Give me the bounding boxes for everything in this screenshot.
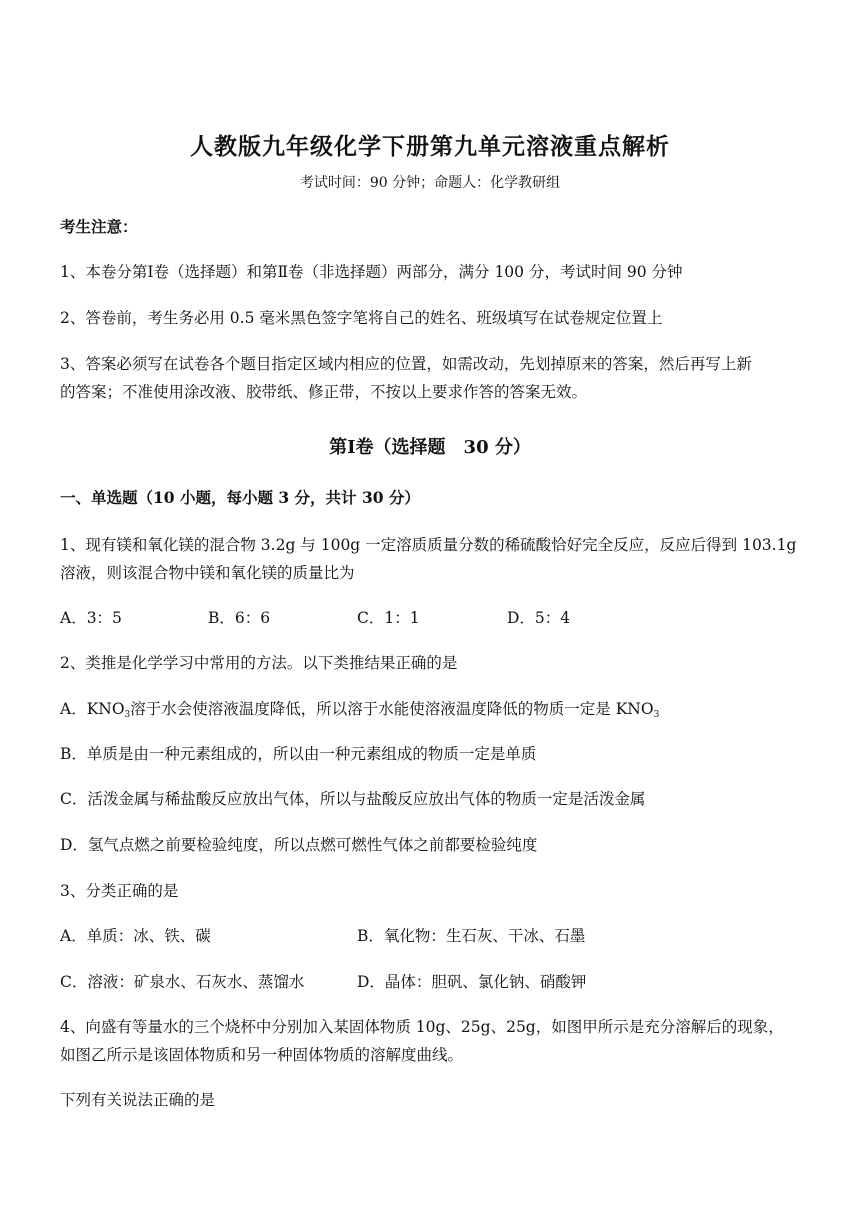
question-2-option-a	[60, 698, 659, 720]
notice-item: 2、答卷前，考生务必用 0.5 毫米黑色签字笔将自己的姓名、班级填写在试卷规定位置上	[60, 309, 663, 327]
question-3-option-a: A．单质：冰、铁、碳	[60, 927, 211, 945]
question-2-option-d: D．氢气点燃之前要检验纯度，所以点燃可燃性气体之前都要检验纯度	[60, 836, 538, 854]
question-1-stem: 1、现有镁和氧化镁的混合物 3.2g 与 100g 一定溶质质量分数的稀硫酸恰好完全反应，反应后得到 103.1g	[60, 536, 797, 554]
notice-item: 3、答案必须写在试卷各个题目指定区域内相应的位置，如需改动，先划掉原来的答案，然后再写上新	[60, 355, 752, 373]
question-2-option-c: C．活泼金属与稀盐酸反应放出气体，所以与盐酸反应放出气体的物质一定是活泼金属	[60, 790, 646, 808]
notice-item: 的答案；不准使用涂改液、胶带纸、修正带，不按以上要求作答的答案无效。	[60, 383, 588, 401]
question-1-stem-cont: 溶液，则该混合物中镁和氧化镁的质量比为	[60, 564, 355, 582]
exam-info: 考试时间：90 分钟；命题人：化学教研组	[299, 175, 561, 191]
question-1-option-d: D．5：4	[507, 609, 571, 627]
option-a-text: A．KNO	[60, 700, 125, 718]
question-1-option-a: A．3：5	[60, 609, 122, 627]
question-1-option-c: C．1：1	[357, 609, 420, 627]
subscript: 3	[653, 710, 660, 720]
page-title: 人教版九年级化学下册第九单元溶液重点解析	[190, 133, 670, 160]
question-4-stem-cont: 如图乙所示是该固体物质和另一种固体物质的溶解度曲线。	[60, 1046, 464, 1064]
option-a-text-cont: 溶于水会使溶液温度降低，所以溶于水能使溶液温度降低的物质一定是 KNO	[130, 700, 654, 718]
question-3-option-c: C．溶液：矿泉水、石灰水、蒸馏水	[60, 973, 305, 991]
question-3-option-d: D．晶体：胆矾、氯化钠、硝酸钾	[357, 973, 587, 991]
question-3-stem: 3、分类正确的是	[60, 882, 179, 900]
subscript: 3	[124, 710, 131, 720]
question-4-prompt: 下列有关说法正确的是	[60, 1091, 216, 1109]
notice-heading: 考生注意：	[60, 217, 138, 236]
question-1-option-b: B．6：6	[208, 609, 271, 627]
question-4-stem: 4、向盛有等量水的三个烧杯中分别加入某固体物质 10g、25g、25g，如图甲所示是充分溶解后的现象，	[60, 1018, 784, 1036]
question-2-stem: 2、类推是化学学习中常用的方法。以下类推结果正确的是	[60, 654, 458, 672]
section-title: 第Ⅰ卷（选择题 30 分）	[329, 437, 531, 458]
question-2-option-b: B．单质是由一种元素组成的，所以由一种元素组成的物质一定是单质	[60, 745, 537, 763]
notice-item: 1、本卷分第Ⅰ卷（选择题）和第Ⅱ卷（非选择题）两部分，满分 100 分，考试时间 90 分钟	[60, 263, 683, 281]
part-heading: 一、单选题（10 小题，每小题 3 分，共计 30 分）	[60, 488, 420, 507]
question-3-option-b: B．氧化物：生石灰、干冰、石墨	[357, 927, 586, 945]
